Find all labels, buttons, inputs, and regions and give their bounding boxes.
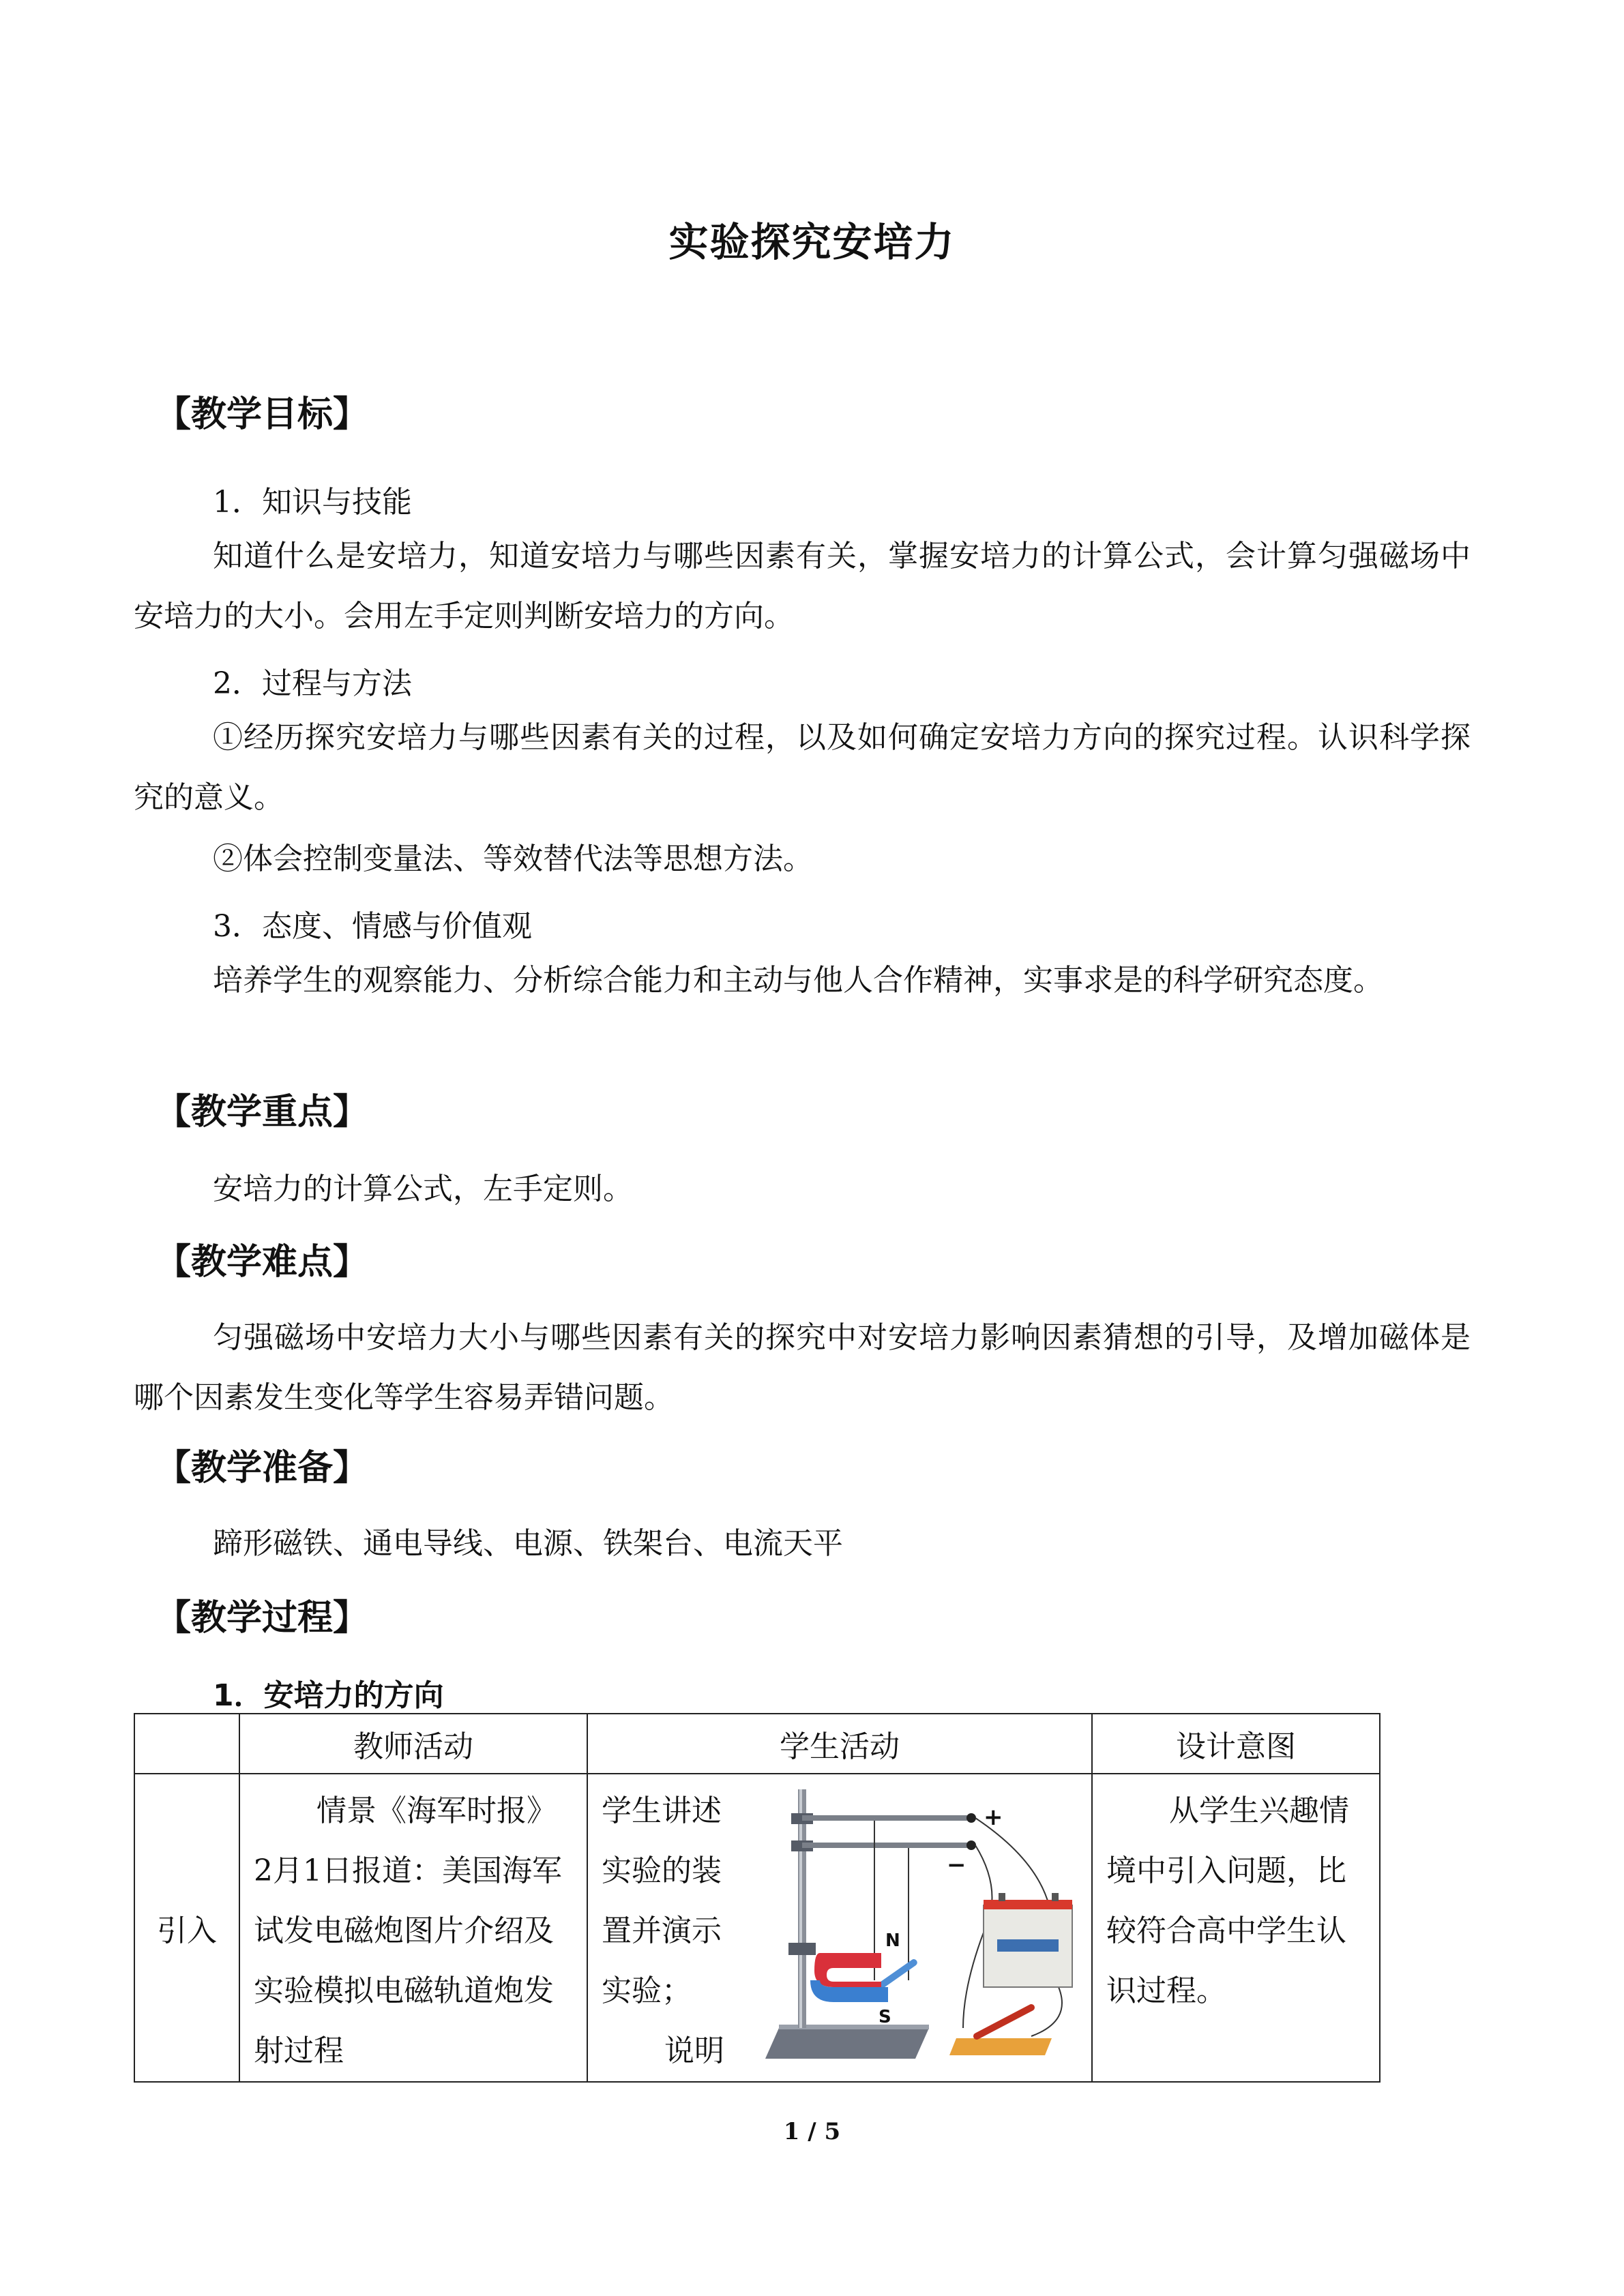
horseshoe-magnet-red	[814, 1953, 881, 1987]
process-method-text-2: ②体会控制变量法、等效替代法等思想方法。	[213, 841, 813, 876]
knowledge-skills-text: 知道什么是安培力，知道安培力与哪些因素有关，掌握安培力的计算公式，会计算匀强磁场中安培力的大小。会用左手定则判断安培力的方向。	[134, 539, 1471, 633]
preparation-heading: 【教学准备】	[156, 1448, 369, 1489]
knowledge-skills-label: 1．知识与技能	[213, 485, 412, 520]
header-cell-design: 设计意图	[1092, 1714, 1380, 1774]
student-text	[602, 1781, 738, 2081]
design-cell	[1092, 1774, 1380, 2082]
difficulties-text: 匀强磁场中安培力大小与哪些因素有关的探究中对安培力影响因素猜想的引导，及增加磁体是哪个因素发生变化等学生容易弄错问题。	[134, 1320, 1471, 1415]
key-points-heading: 【教学重点】	[156, 1092, 369, 1133]
process-method-label: 2．过程与方法	[213, 666, 412, 701]
design-text: 从学生兴趣情境中引入问题，比较符合高中学生认识过程。	[1106, 1793, 1349, 2008]
process-table	[134, 1713, 1381, 2083]
header-cell-teacher: 教师活动	[239, 1714, 587, 1774]
teacher-cell	[239, 1774, 587, 2082]
process-method-text-1: ①经历探究安培力与哪些因素有关的过程，以及如何确定安培力方向的探究过程。认识科学探究的意义。	[134, 720, 1471, 815]
stage-cell	[134, 1774, 239, 2082]
page-title: 实验探究安培力	[668, 219, 956, 265]
stage-label: 引入	[157, 1913, 217, 1948]
student-text-1: 学生讲述实验的装置并演示实验；	[602, 1793, 722, 2008]
key-points-text: 安培力的计算公式，左手定则。	[213, 1172, 633, 1206]
objectives-heading: 【教学目标】	[156, 394, 369, 435]
preparation-text: 蹄形磁铁、通电导线、电源、铁架台、电流天平	[213, 1526, 843, 1561]
attitude-text: 培养学生的观察能力、分析综合能力和主动与他人合作精神，实事求是的科学研究态度。	[213, 963, 1383, 998]
student-cell	[587, 1774, 1092, 2082]
stand-base	[765, 2028, 929, 2059]
process-sub-heading: 1．安培力的方向	[213, 1678, 444, 1713]
process-heading: 【教学过程】	[156, 1598, 369, 1639]
page-number: 1 / 5	[783, 2118, 841, 2145]
plus-terminal-label: +	[984, 1804, 1003, 1831]
knife-switch	[949, 2038, 1052, 2055]
difficulties-heading: 【教学难点】	[156, 1242, 369, 1283]
teacher-text: 情景《海军时报》2月1日报道：美国海军试发电磁炮图片介绍及实验模拟电磁轨道炮发射过程	[254, 1793, 562, 2068]
header-cell-stage	[134, 1714, 239, 1774]
table-row	[134, 1774, 1380, 2082]
ampere-force-apparatus-figure	[758, 1783, 1086, 2069]
attitude-label: 3．态度、情感与价值观	[213, 909, 532, 944]
table-header-row	[134, 1714, 1380, 1774]
minus-terminal-label: −	[947, 1851, 966, 1879]
header-cell-student: 学生活动	[587, 1714, 1092, 1774]
student-text-2: 说明	[664, 2033, 724, 2068]
north-pole-label: N	[885, 1930, 900, 1951]
south-pole-label: S	[879, 2007, 891, 2027]
